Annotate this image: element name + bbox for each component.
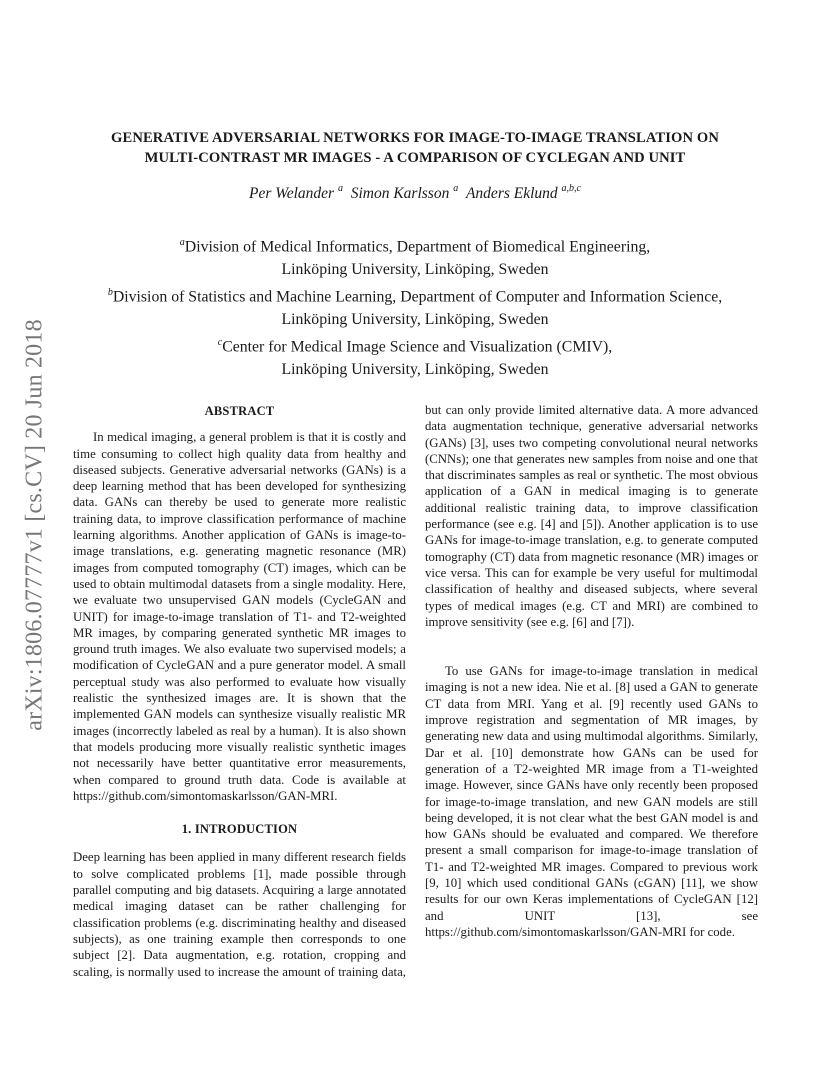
title-line-2: MULTI-CONTRAST MR IMAGES - A COMPARISON OF CYCLEGAN AND UNIT <box>144 150 686 166</box>
arxiv-stamp <box>22 290 48 760</box>
author-name: Simon Karlsson <box>350 185 450 203</box>
title-line-1: GENERATIVE ADVERSARIAL NETWORKS FOR IMAGE-TO-IMAGE TRANSLATION ON <box>111 130 719 146</box>
intro-paragraph-1: Deep learning has been applied in many different research fields to solve complicated problems [1], made possible through parallel computing and big datasets. Acquiring a large annotated medical imaging dataset can be rather challenging for classification problems (e.g. discriminating healthy and diseased subjects), as one training example then corresponds to one subject [2]. Data augmentation, e.g. rotation, cropping and scaling, is normally used to increase the amount of training data, <box>73 850 406 979</box>
affil-mark: c <box>217 336 223 348</box>
intro-paragraph-2: To use GANs for image-to-image translation in medical imaging is not a new idea. Nie et al. [8] used a GAN to generate CT data from MRI. Yang et al. [9] recently used GANs to improve registration and segmentation of MR images, by generating new data and using multimodal algorithms. Similarly, Dar et al. [10] demonstrate how GANs can be used for generation of a T2-weighted MR image from a T1-weighted image. However, since GANs have only recently been proposed for image-to-image translation, and new GAN models are still being developed, it is not clear what the best GAN model is and how GANs should be evaluated and compared. We therefore present a small comparison for image-to-image translation of T1- and T2-weighted MR images. Compared to previous work [9, 10] which used conditional GANs (cGAN) [11], we show results for our own Keras implementations of CycleGAN [12] and UNIT [13], see https://github.com/simontomaskarlsson/GAN-MRI for code. <box>425 664 758 939</box>
affil-text: Division of Medical Informatics, Department of Biomedical Engineering, <box>184 238 651 256</box>
paper-title <box>70 128 760 168</box>
affiliation-c <box>70 332 760 359</box>
affil-location: Linköping University, Linköping, Sweden <box>281 310 549 328</box>
affiliations <box>70 232 760 382</box>
left-column <box>73 402 406 980</box>
author-name: Anders Eklund <box>465 185 558 203</box>
affiliation-b <box>70 282 760 309</box>
affil-text: Center for Medical Image Science and Visualization (CMIV), <box>222 337 613 355</box>
right-column <box>425 402 758 940</box>
abstract-heading: ABSTRACT <box>204 404 275 418</box>
intro-paragraph-1-continued: but can only provide limited alternative data. A more advanced data augmentation technique, generative adversarial networks (GANs) [3], uses two competing convolutional neural networks (CNNs); one that generates new samples from noise and one that that discriminates samples as real or synthetic. The most obvious application of a GAN in medical imaging is to generate additional realistic training data, to improve classification performance (see e.g. [4] and [5]). Another application is to use GANs for image-to-image translation, e.g. to generate computed tomography (CT) data from magnetic resonance (MR) images or vice versa. This can for example be very useful for multimodal classification of healthy and diseased subjects, where several types of medical images (e.g. CT and MRI) are combined to improve sensitivity (see e.g. [6] and [7]). <box>425 403 758 629</box>
abstract-text: In medical imaging, a general problem is that it is costly and time consuming to collect high quality data from healthy and diseased subjects. Generative adversarial networks (GANs) is a deep learning method that has been developed for synthesizing data. GANs can thereby be used to generate more realistic training data, to improve classification performance of machine learning algorithms. Another application of GANs is image-to-image translations, e.g. generating magnetic resonance (MR) images from computed tomography (CT) images, which can be used to obtain multimodal datasets from a single modality. Here, we evaluate two unsupervised GAN models (CycleGAN and UNIT) for image-to-image translation of T1- and T2-weighted MR images, by comparing generated synthetic MR images to ground truth images. We also evaluate two supervised models; a modification of CycleGAN and a pure generator model. A small perceptual study was also performed to evaluate how visually realistic the synthesized images are. It is shown that the implemented GAN models can synthesize visually realistic MR images (incorrectly labeled as real by a human). It is also shown that models producing more visually realistic synthetic images not necessarily have better quantitative error measurements, when compared to ground truth data. Code is available at https://github.com/simontomaskarlsson/GAN-MRI. <box>73 430 406 803</box>
affil-location: Linköping University, Linköping, Sweden <box>281 360 549 378</box>
author-affil-mark: a,b,c <box>561 183 581 194</box>
affil-location: Linköping University, Linköping, Sweden <box>281 261 549 279</box>
author-affil-mark: a <box>453 183 459 194</box>
author-name: Per Welander <box>249 185 335 203</box>
introduction-heading: 1. INTRODUCTION <box>181 822 298 837</box>
arxiv-stamp-text: arXiv:1806.07777v1 [cs.CV] 20 Jun 2018 <box>21 319 48 731</box>
affil-mark: a <box>179 237 185 248</box>
author-list <box>70 184 760 203</box>
author-affil-mark: a <box>337 183 343 194</box>
affil-mark: b <box>107 286 113 298</box>
affil-text: Division of Statistics and Machine Learning, Department of Computer and Information Science, <box>112 288 723 306</box>
affiliation-a <box>70 232 760 259</box>
